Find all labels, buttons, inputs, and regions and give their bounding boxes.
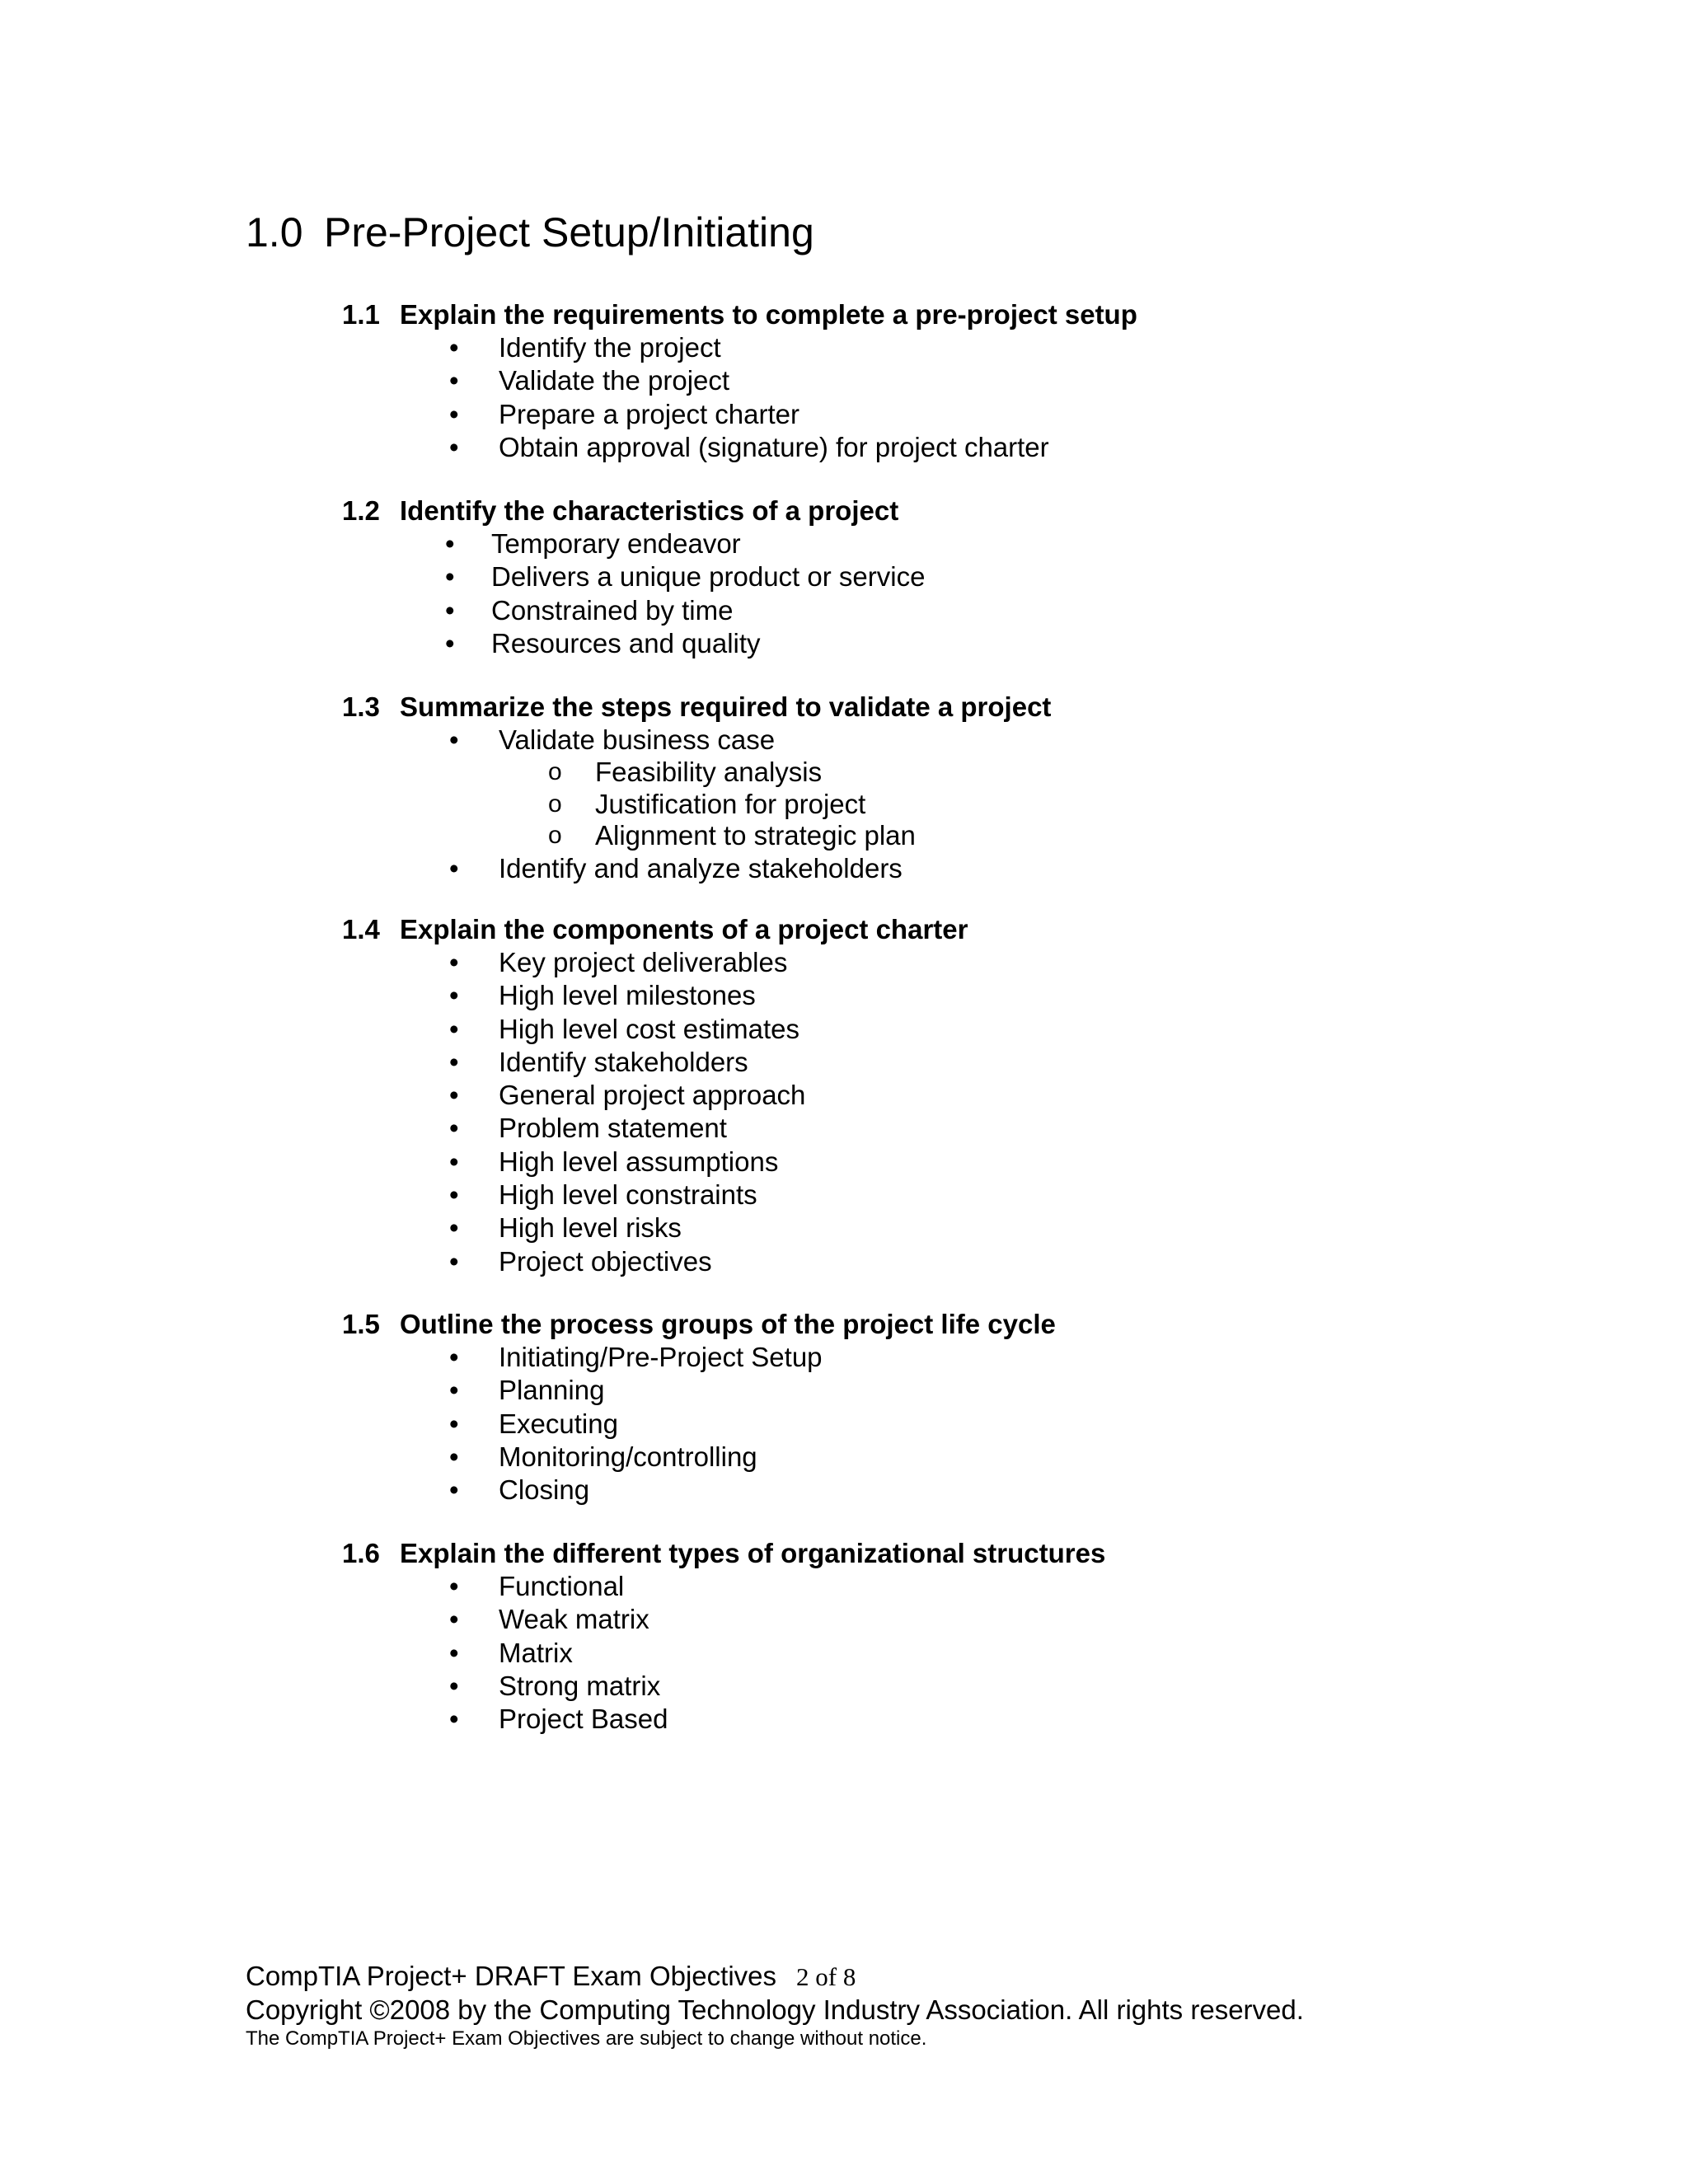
sub-list-item-text: Justification for project <box>595 788 866 819</box>
bullet-icon: • <box>449 1212 459 1244</box>
section-title <box>342 691 1620 724</box>
section-number: 1.5 <box>342 1309 380 1339</box>
bullet-icon: • <box>449 852 459 883</box>
bullet-icon: • <box>449 1146 459 1177</box>
list-item <box>449 1603 1620 1636</box>
bullet-icon: • <box>449 1375 459 1406</box>
bullet-icon: • <box>449 1342 459 1372</box>
section-title <box>342 494 1620 527</box>
bullet-list <box>342 331 1620 464</box>
bullet-list <box>342 946 1620 1278</box>
list-item <box>449 398 1620 431</box>
bullet-icon: • <box>449 1474 459 1506</box>
list-item <box>449 1079 1620 1112</box>
footer-copyright: Copyright ©2008 by the Computing Technology Industry Association. All rights reserved. <box>246 1994 1304 2025</box>
bullet-icon: • <box>449 431 459 462</box>
bullet-list <box>342 724 1620 757</box>
list-item-text: Matrix <box>499 1637 573 1668</box>
list-item <box>449 1112 1620 1145</box>
sub-list-item <box>449 820 1620 852</box>
bullet-icon: • <box>449 980 459 1011</box>
bullet-icon: • <box>449 1604 459 1635</box>
list-item-text: Validate business case <box>499 724 776 755</box>
list-item-text: Identify the project <box>499 332 721 363</box>
list-item-text: Project objectives <box>499 1245 712 1277</box>
list-item-text: High level risks <box>499 1212 682 1244</box>
list-item-text: Functional <box>499 1571 625 1601</box>
list-item-text: Key project deliverables <box>499 947 788 977</box>
list-item <box>449 1570 1620 1603</box>
section-1-3 <box>342 691 1620 885</box>
list-item <box>449 364 1620 397</box>
list-item-text: General project approach <box>499 1080 806 1111</box>
list-item <box>449 1637 1620 1670</box>
sub-bullet-list <box>342 757 1620 852</box>
section-title-text: Explain the requirements to complete a pre-project setup <box>400 299 1137 330</box>
sub-list-item-text: Feasibility analysis <box>595 757 823 788</box>
bullet-icon: • <box>445 561 455 593</box>
list-item-text: Problem statement <box>499 1113 727 1144</box>
bullet-icon: • <box>449 724 459 755</box>
main-heading-number: 1.0 <box>246 209 303 255</box>
main-heading <box>246 208 814 257</box>
list-item <box>449 1046 1620 1079</box>
section-number: 1.6 <box>342 1538 380 1568</box>
section-title-text: Explain the different types of organizational structures <box>400 1538 1106 1568</box>
list-item-text: Initiating/Pre-Project Setup <box>499 1342 823 1372</box>
list-item <box>449 1212 1620 1244</box>
bullet-icon: • <box>449 365 459 396</box>
section-title-text: Summarize the steps required to validate a project <box>400 691 1052 722</box>
section-title <box>342 1308 1620 1341</box>
circle-bullet-icon: o <box>548 790 562 818</box>
list-item-text: Weak matrix <box>499 1604 649 1635</box>
list-item <box>449 1703 1620 1736</box>
list-item <box>449 724 1620 757</box>
circle-bullet-icon: o <box>548 758 562 786</box>
list-item <box>449 1474 1620 1507</box>
bullet-list <box>342 1341 1620 1507</box>
section-number: 1.3 <box>342 691 380 722</box>
bullet-icon: • <box>449 1441 459 1472</box>
list-item <box>449 1441 1620 1474</box>
bullet-icon: • <box>445 528 455 559</box>
bullet-icon: • <box>449 1179 459 1211</box>
list-item-text: Closing <box>499 1474 590 1506</box>
list-item-text: Resources and quality <box>491 627 761 658</box>
list-item <box>449 946 1620 979</box>
section-1-2 <box>342 494 1620 660</box>
list-item-text: High level cost estimates <box>499 1013 799 1044</box>
list-item-text: Obtain approval (signature) for project charter <box>499 431 1049 462</box>
list-item <box>449 1146 1620 1179</box>
sub-list-item <box>449 757 1620 789</box>
list-item <box>449 1374 1620 1407</box>
list-item-text: Constrained by time <box>491 594 734 626</box>
bullet-icon: • <box>449 1080 459 1111</box>
footer-notice: The CompTIA Project+ Exam Objectives are subject to change without notice. <box>246 2027 927 2050</box>
list-item-text: Executing <box>499 1408 618 1439</box>
bullet-icon: • <box>449 1113 459 1144</box>
section-title-text: Explain the components of a project charter <box>400 914 968 944</box>
list-item-text: Strong matrix <box>499 1670 661 1701</box>
list-item <box>449 1408 1620 1441</box>
list-item <box>445 627 1620 660</box>
bullet-icon: • <box>445 627 455 658</box>
page-indicator: 2 of 8 <box>796 1962 856 1991</box>
list-item <box>449 852 1620 885</box>
list-item <box>449 331 1620 364</box>
list-item-text: Project Based <box>499 1704 668 1735</box>
bullet-list <box>342 527 1620 660</box>
section-number: 1.1 <box>342 299 380 330</box>
section-1-5 <box>342 1308 1620 1507</box>
list-item <box>449 1013 1620 1046</box>
list-item <box>445 527 1620 560</box>
section-title-text: Outline the process groups of the project life cycle <box>400 1309 1056 1339</box>
list-item-text: Temporary endeavor <box>491 528 741 559</box>
bullet-icon: • <box>449 1571 459 1601</box>
list-item-text: Planning <box>499 1375 605 1406</box>
bullet-icon: • <box>449 1013 459 1044</box>
list-item <box>449 431 1620 464</box>
circle-bullet-icon: o <box>548 822 562 850</box>
list-item-text: Prepare a project charter <box>499 398 800 429</box>
section-1-1 <box>342 298 1620 464</box>
list-item <box>449 1341 1620 1374</box>
list-item <box>445 594 1620 627</box>
list-item <box>449 979 1620 1012</box>
section-number: 1.2 <box>342 495 380 526</box>
bullet-list <box>342 852 1620 885</box>
section-title <box>342 298 1620 331</box>
bullet-icon: • <box>449 947 459 977</box>
list-item-text: Identify and analyze stakeholders <box>499 852 903 883</box>
bullet-icon: • <box>449 1670 459 1701</box>
bullet-icon: • <box>449 332 459 363</box>
list-item-text: High level milestones <box>499 980 756 1011</box>
section-1-4 <box>342 913 1620 1278</box>
list-item-text: Validate the project <box>499 365 730 396</box>
section-title <box>342 1537 1620 1570</box>
bullet-icon: • <box>449 1046 459 1077</box>
list-item-text: Delivers a unique product or service <box>491 561 926 593</box>
list-item <box>449 1245 1620 1278</box>
list-item <box>445 560 1620 593</box>
bullet-icon: • <box>449 1408 459 1439</box>
list-item <box>449 1670 1620 1703</box>
sub-list-item <box>449 789 1620 821</box>
section-1-6 <box>342 1537 1620 1736</box>
bullet-list <box>342 1570 1620 1736</box>
footer-doc-title: CompTIA Project+ DRAFT Exam Objectives <box>246 1961 776 1991</box>
footer-title-line <box>246 1960 1304 1994</box>
bullet-icon: • <box>449 1637 459 1668</box>
list-item-text: Monitoring/controlling <box>499 1441 757 1472</box>
bullet-icon: • <box>449 1245 459 1277</box>
bullet-icon: • <box>449 398 459 429</box>
section-title <box>342 913 1620 946</box>
list-item-text: Identify stakeholders <box>499 1046 748 1077</box>
section-number: 1.4 <box>342 914 380 944</box>
sub-list-item-text: Alignment to strategic plan <box>595 820 916 851</box>
list-item-text: High level assumptions <box>499 1146 779 1177</box>
section-title-text: Identify the characteristics of a project <box>400 495 899 526</box>
page-footer <box>246 1960 1304 2051</box>
bullet-icon: • <box>449 1704 459 1735</box>
main-heading-title: Pre-Project Setup/Initiating <box>324 209 814 255</box>
list-item-text: High level constraints <box>499 1179 757 1211</box>
list-item <box>449 1179 1620 1212</box>
bullet-icon: • <box>445 594 455 626</box>
